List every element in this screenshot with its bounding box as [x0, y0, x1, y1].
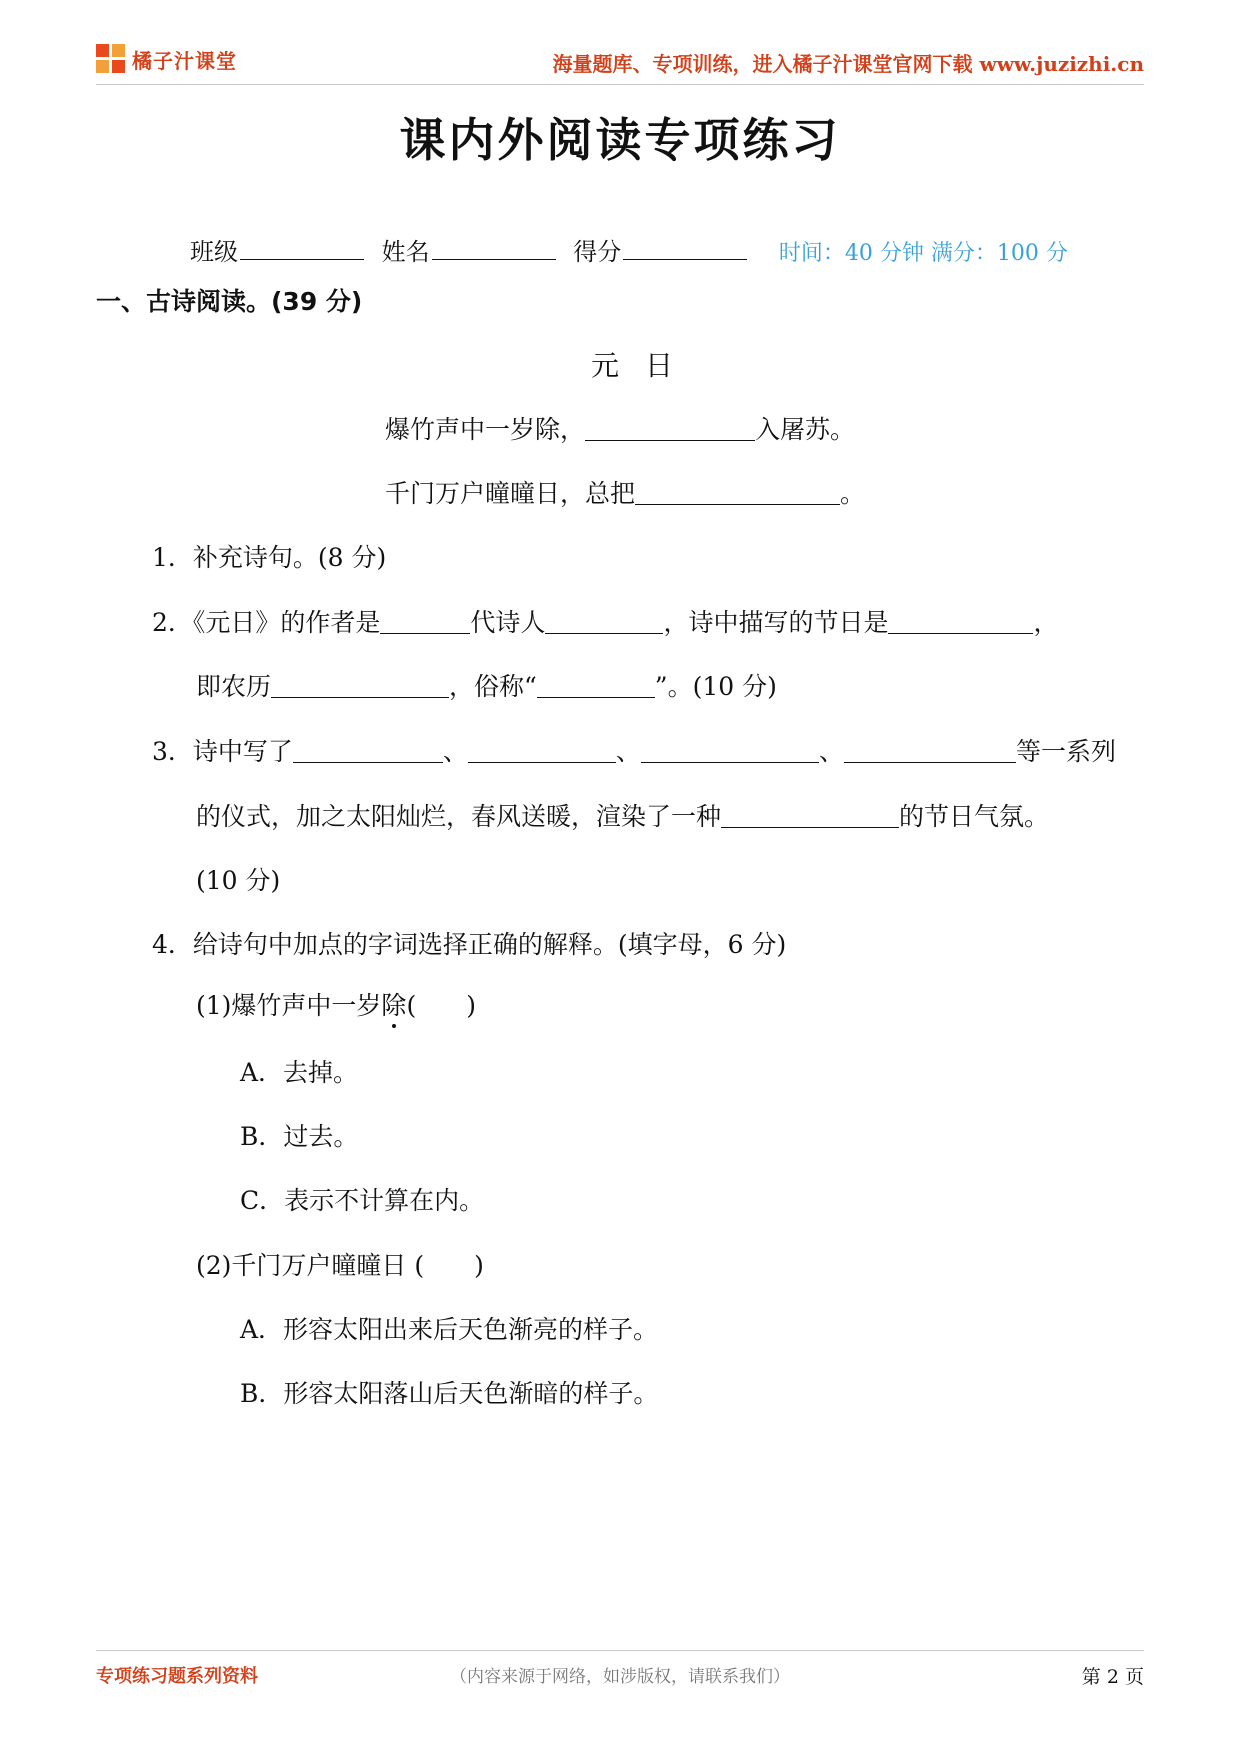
question-3-cont: 的仪式，加之太阳灿烂，春风送暖，渲染了一种 的节日气氛。 — [196, 802, 1050, 831]
poem-blank-2[interactable] — [635, 479, 840, 505]
q2-blank-dynasty[interactable] — [380, 608, 470, 634]
name-blank[interactable] — [432, 259, 556, 260]
footer-divider — [96, 1650, 1144, 1651]
header-slogan: 海量题库、专项训练，进入橘子汁课堂官网下载 www.juzizhi.cn — [552, 52, 1144, 76]
q4-2-option-b: B．形容太阳落山后天色渐暗的样子。 — [240, 1379, 659, 1408]
logo-text: 橘子汁课堂 — [132, 48, 237, 73]
page-title: 课内外阅读专项练习 — [399, 113, 841, 167]
score-blank[interactable] — [623, 259, 747, 260]
q4-1-option-b: B．过去。 — [240, 1122, 359, 1151]
question-3-score: (10 分) — [196, 866, 281, 895]
poem-line-2: 千门万户曈曈日，总把 。 — [385, 479, 866, 508]
q2-blank-lunar-date[interactable] — [271, 672, 449, 698]
q3-blank-1[interactable] — [293, 737, 443, 763]
q3-blank-2[interactable] — [468, 737, 616, 763]
q2-blank-festival[interactable] — [888, 608, 1033, 634]
q2-blank-common-name[interactable] — [537, 672, 655, 698]
header-divider — [96, 84, 1144, 85]
logo — [96, 44, 237, 74]
q3-blank-atmosphere[interactable] — [721, 802, 899, 828]
time-limit: 时间：40 分钟 满分：100 分 — [778, 241, 1068, 266]
logo-icon — [96, 44, 126, 74]
class-blank[interactable] — [240, 259, 364, 260]
q4-2-option-a: A．形容太阳出来后天色渐亮的样子。 — [240, 1315, 659, 1344]
question-2-cont: 即农历 ，俗称“ ”。(10 分) — [196, 672, 777, 701]
score-label: 得分 — [573, 238, 622, 266]
page-number: 第 2 页 — [1081, 1666, 1144, 1688]
poem-blank-1[interactable] — [585, 415, 755, 441]
question-3: 3．诗中写了 、 、 、 等一系列 — [152, 737, 1116, 766]
q4-sub-1: (1)爆竹声中一岁除( ) — [196, 991, 476, 1020]
name-label: 姓名 — [381, 238, 430, 266]
emphasis-dot-char: 除 — [381, 991, 407, 1020]
q4-answer-bracket-1[interactable]: ( ) — [406, 991, 476, 1020]
q4-1-option-a: A．去掉。 — [240, 1058, 359, 1087]
section-heading: 一、古诗阅读。(39 分) — [96, 287, 363, 316]
q3-blank-3[interactable] — [641, 737, 819, 763]
footer-series-label: 专项练习题系列资料 — [96, 1666, 258, 1687]
student-info-row — [190, 232, 1068, 267]
question-1: 1．补充诗句。(8 分) — [152, 543, 387, 572]
q4-1-option-c: C．表示不计算在内。 — [240, 1186, 485, 1215]
q3-blank-4[interactable] — [844, 737, 1016, 763]
footer-copyright-note: （内容来源于网络，如涉版权，请联系我们） — [450, 1667, 790, 1687]
class-label: 班级 — [190, 238, 238, 266]
poem-title: 元日 — [590, 349, 699, 382]
poem-line-1: 爆竹声中一岁除， 入屠苏。 — [385, 415, 856, 444]
question-2: 2．《元日》的作者是 代诗人 ，诗中描写的节日是 ， — [152, 608, 1059, 637]
question-4: 4．给诗句中加点的字词选择正确的解释。(填字母，6 分) — [152, 930, 787, 959]
q4-sub-2: (2)千门万户曈曈日 ( ) — [196, 1251, 484, 1280]
q2-blank-poet[interactable] — [545, 608, 663, 634]
